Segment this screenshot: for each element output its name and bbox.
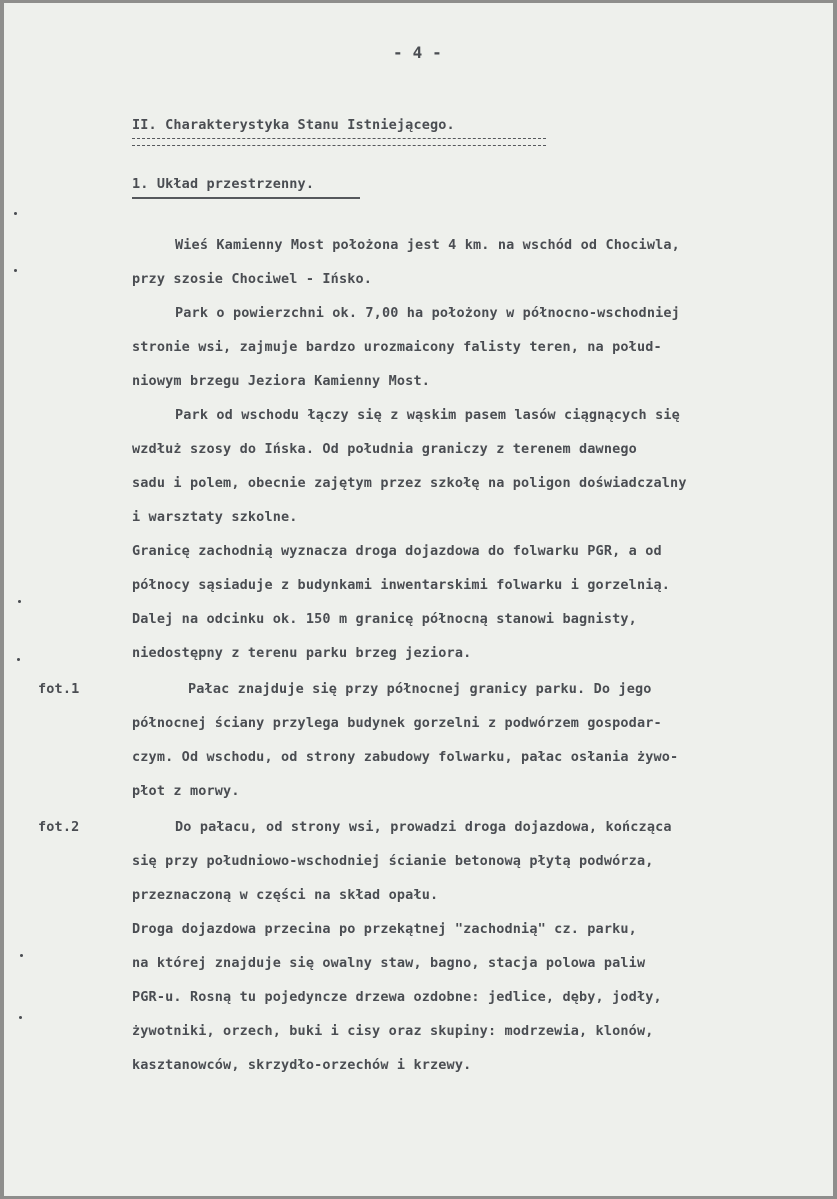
text-line: na której znajduje się owalny staw, bagno, stacja polowa paliw bbox=[132, 955, 646, 971]
text-line: przy szosie Chociwel - Ińsko. bbox=[132, 271, 373, 287]
text-line: Dalej na odcinku ok. 150 m granicę północną stanowi bagnisty, bbox=[132, 611, 637, 627]
paper-speck bbox=[14, 212, 17, 215]
text-line: kasztanowców, skrzydło-orzechów i krzewy. bbox=[132, 1057, 472, 1073]
text-line: żywotniki, orzech, buki i cisy oraz skupiny: modrzewia, klonów, bbox=[132, 1023, 654, 1039]
text-line: północnej ściany przylega budynek gorzelni z podwórzem gospodar- bbox=[132, 715, 662, 731]
text-line: czym. Od wschodu, od strony zabudowy folwarku, pałac osłania żywo- bbox=[132, 749, 679, 765]
text-line: Pałac znajduje się przy północnej granicy parku. Do jego bbox=[188, 681, 652, 697]
paper-speck bbox=[20, 954, 23, 957]
subsection-title: 1. Układ przestrzenny. bbox=[132, 176, 315, 192]
section-title: II. Charakterystyka Stanu Istniejącego. bbox=[132, 117, 455, 133]
paper-speck bbox=[17, 658, 20, 661]
document-page bbox=[4, 3, 833, 1196]
paper-speck bbox=[19, 1016, 22, 1019]
paper-speck bbox=[18, 600, 21, 603]
text-line: się przy południowo-wschodniej ścianie betonową płytą podwórza, bbox=[132, 853, 654, 869]
text-line: płot z morwy. bbox=[132, 783, 240, 799]
text-line: niedostępny z terenu parku brzeg jeziora. bbox=[132, 645, 472, 661]
text-line: północy sąsiaduje z budynkami inwentarskimi folwarku i gorzelnią. bbox=[132, 577, 671, 593]
margin-note-fot-2: fot.2 bbox=[38, 819, 80, 835]
text-line: sadu i polem, obecnie zajętym przez szkołę na poligon doświadczalny bbox=[132, 475, 687, 491]
text-line: Park o powierzchni ok. 7,00 ha położony w północno-wschodniej bbox=[175, 305, 680, 321]
text-line: niowym brzegu Jeziora Kamienny Most. bbox=[132, 373, 430, 389]
section-title-double-underline bbox=[132, 138, 546, 146]
subsection-title-underline bbox=[132, 197, 360, 199]
margin-note-fot-1: fot.1 bbox=[38, 681, 80, 697]
text-line: Wieś Kamienny Most położona jest 4 km. na wschód od Chociwla, bbox=[175, 237, 680, 253]
text-line: i warsztaty szkolne. bbox=[132, 509, 298, 525]
text-line: przeznaczoną w części na skład opału. bbox=[132, 887, 439, 903]
text-line: stronie wsi, zajmuje bardzo urozmaicony falisty teren, na połud- bbox=[132, 339, 662, 355]
text-line: wzdłuż szosy do Ińska. Od południa graniczy z terenem dawnego bbox=[132, 441, 637, 457]
text-line: Granicę zachodnią wyznacza droga dojazdowa do folwarku PGR, a od bbox=[132, 543, 662, 559]
paper-speck bbox=[14, 269, 17, 272]
text-line: Park od wschodu łączy się z wąskim pasem lasów ciągnących się bbox=[175, 407, 680, 423]
text-line: Do pałacu, od strony wsi, prowadzi droga dojazdowa, kończąca bbox=[175, 819, 672, 835]
page-number: - 4 - bbox=[393, 43, 442, 62]
text-line: PGR-u. Rosną tu pojedyncze drzewa ozdobne: jedlice, dęby, jodły, bbox=[132, 989, 662, 1005]
text-line: Droga dojazdowa przecina po przekątnej "zachodnią" cz. parku, bbox=[132, 921, 637, 937]
